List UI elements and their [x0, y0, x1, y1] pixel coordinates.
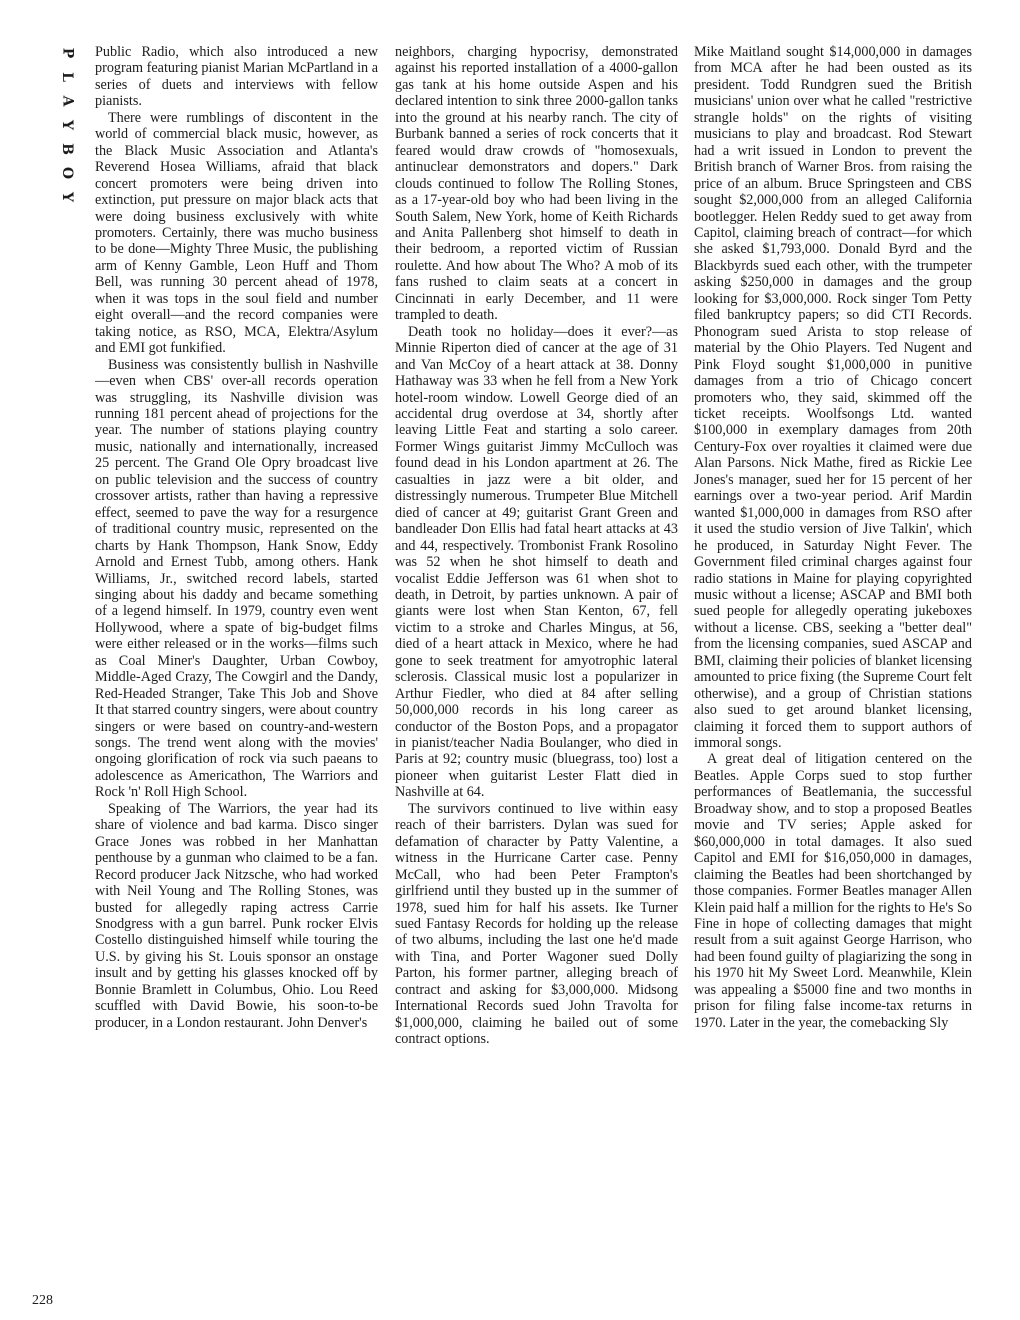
paragraph: Public Radio, which also introduced a new program featuring pianist Marian McPartland in a series of duets and interviews with fellow pianists.: [95, 44, 378, 110]
running-head-letter: L: [59, 72, 75, 82]
text-column-1: [95, 44, 378, 1290]
running-head-letter: A: [59, 95, 75, 107]
running-head: [56, 44, 78, 206]
text-column-3: [694, 44, 972, 1290]
paragraph: neighbors, charging hypocrisy, demonstrated against his reported installation of a 4000-gallon gas tank at his home outside Aspen and his declared intention to sink three 2000-gallon tanks into the ground at his nearby ranch. The city of Burbank banned a series of rock concerts that it feared would draw crowds of "homosexuals, antinuclear demonstrators and dopers." Dark clouds continued to follow The Rolling Stones, as a 17-year-old boy who had been living in the South Salem, New York, home of Keith Richards and Anita Pallenberg shot himself to death in their bedroom, a reported victim of Russian roulette. And how about The Who? A mob of its fans rushed to claim seats at a concert in Cincinnati in early December, and 11 were trampled to death.: [395, 44, 678, 324]
running-head-letter: B: [59, 143, 75, 155]
paragraph: Business was consistently bullish in Nashville—even when CBS' over-all records operation was struggling, its Nashville division was running 181 percent ahead of projections for the year. The number of stations playing country music, nationally and internationally, increased 25 percent. The Grand Ole Opry broadcast live on public television and the success of country crossover artists, rather than having a repressive effect, seemed to pave the way for a resurgence of traditional country music, represented on the charts by Hank Thompson, Hank Snow, Eddy Arnold and Ernest Tubb, among others. Hank Williams, Jr., switched record labels, started singing about his daddy and became something of a legend himself. In 1979, country even went Hollywood, where a spate of big-budget films were either released or in the works—films such as Coal Miner's Daughter, Urban Cowboy, Middle-Aged Crazy, The Cowgirl and the Dandy, Red-Headed Stranger, Take This Job and Shove It that starred country singers, were about country singers or were based on country-and-western songs. The trend went along with the movies' ongoing glorification of rock via such paeans to adolescence as Americathon, The Warriors and Rock 'n' Roll High School.: [95, 356, 378, 801]
text-column-2: [395, 44, 678, 1290]
running-head-letter: P: [59, 47, 75, 59]
running-head-letter: Y: [59, 192, 75, 202]
paragraph: A great deal of litigation centered on the Beatles. Apple Corps sued to stop further performances of Beatlemania, the successful Broadway show, and to stop a proposed Beatles movie and TV series; Apple asked for $60,000,000 in total damages. It also sued Capitol and EMI for $16,050,000 in damages, claiming the Beatles had been shortchanged by those companies. Former Beatles manager Allen Klein paid half a million for the rights to He's So Fine in hope of collecting damages that might result from a suit against George Harrison, who had been found guilty of plagiarizing the song in his 1970 hit My Sweet Lord. Meanwhile, Klein was appealing a $5000 fine and two months in prison for filing false income-tax returns in 1970. Later in the year, the comebacking Sly: [694, 751, 972, 1031]
paragraph: Mike Maitland sought $14,000,000 in damages from MCA after he had been ousted as its president. Todd Rundgren sued the British musicians' union over what he called "restrictive strangle holds" on the rights of visiting musicians to play and broadcast. Rod Stewart had a writ issued in London to prevent the British branch of Warner Bros. from raising the price of an album. Bruce Springsteen and CBS sought $2,000,000 from an alleged California bootlegger. Helen Reddy sued to get away from Capitol, claiming breach of contract—for which she asked $1,793,000. Donald Byrd and the Blackbyrds sued each other, with the trumpeter asking $250,000 in damages and the group looking for $3,000,000. Rock singer Tom Petty filed bankruptcy papers; so did CTI Records. Phonogram sued Arista to stop release of material by the Ohio Players. Ted Nugent and Pink Floyd sought $1,000,000 in punitive damages from a trio of Chicago concert promoters who, they said, skimmed off the ticket receipts. Woolfsongs Ltd. wanted $100,000 in exemplary damages from 20th Century-Fox over royalties it claimed were due Alan Parsons. Nick Mathe, fired as Rickie Lee Jones's manager, sued her for 15 percent of her earnings over a two-year period. Arif Mardin wanted $1,000,000 in damages from RSO after it used the studio version of Jive Talkin', which he produced, in Saturday Night Fever. The Government filed criminal charges against four radio stations in Maine for playing copyrighted music without a license; ASCAP and BMI both sued people for allegedly operating jukeboxes without a license. CBS, seeking a "better deal" from the licensing companies, sued ASCAP and BMI, claiming their policies of blanket licensing amounted to price fixing (the Supreme Court felt otherwise), and a group of Christian stations also sued to get around blanket licensing, claiming it forced them to support authors of immoral songs.: [694, 44, 972, 752]
paragraph: Death took no holiday—does it ever?—as Minnie Riperton died of cancer at the age of 31 and Van McCoy of a heart attack at 38. Donny Hathaway was 33 when he fell from a New York hotel-room window. Lowell George died of an accidental drug overdose at 34, shortly after leaving Little Feat and starting a solo career. Former Wings guitarist Jimmy McCulloch was found dead in his London apartment at 26. The casualties in jazz were a bit older, and distressingly numerous. Trumpeter Blue Mitchell died of cancer at 49; guitarist Grant Green and bandleader Don Ellis had fatal heart attacks at 43 and 44, respectively. Trombonist Frank Rosolino was 52 when he shot himself to death and vocalist Eddie Jefferson was 61 when shot to death, in Detroit, by parties unknown. A pair of giants were lost when Stan Kenton, 67, fell victim to a stroke and Charles Mingus, at 56, died of a heart attack in Mexico, where he had gone to seek treatment for amyotrophic lateral sclerosis. Classical music lost a popularizer in Arthur Fiedler, who died at 84 after selling 50,000,000 records in his long career as conductor of the Boston Pops, and a propagator in pianist/teacher Nadia Boulanger, who died in Paris at 92; country music (bluegrass, too) lost a pioneer when guitarist Lester Flatt died in Nashville at 64.: [395, 323, 678, 801]
paragraph: The survivors continued to live within easy reach of their barristers. Dylan was sued for defamation of character by Patty Valentine, a witness in the Hurricane Carter case. Penny McCall, who had been Peter Frampton's girlfriend until they busted up in the summer of 1978, sued him for half his assets. Ike Turner sued Fantasy Records for holding up the release of two albums, including the last one he'd made with Tina, and Porter Wagoner sued Dolly Parton, his former partner, alleging breach of contract and asking for $3,000,000. Midsong International Records sued John Travolta for $1,000,000, claiming he bailed out of some contract options.: [395, 800, 678, 1048]
paragraph: Speaking of The Warriors, the year had its share of violence and bad karma. Disco singer Grace Jones was robbed in her Manhattan penthouse by a gunman who claimed to be a fan. Record producer Jack Nitzsche, who had worked with Neil Young and The Rolling Stones, was busted for allegedly raping actress Carrie Snodgress with a gun barrel. Punk rocker Elvis Costello distinguished himself while touring the U.S. by giving his St. Louis sponsor an onstage insult and by getting his glasses knocked off by Bonnie Bramlett in Columbus, Ohio. Lou Reed scuffled with David Bowie, his soon-to-be producer, in a London restaurant. John Denver's: [95, 800, 378, 1031]
paragraph: There were rumblings of discontent in the world of commercial black music, however, as the Black Music Association and Atlanta's Reverend Hosea Williams, afraid that black concert promoters were being driven into extinction, put pressure on major black acts that were doing business exclusively with white promoters. Certainly, there was mucho business to be done—Mighty Three Music, the publishing arm of Kenny Gamble, Leon Huff and Thom Bell, was running 30 percent ahead of 1978, when it was tops in the soul field and number eight overall—and the record companies were taking notice, as RSO, MCA, Elektra/Asylum and EMI got funkified.: [95, 109, 378, 357]
running-head-letter: Y: [59, 120, 75, 130]
page-number: 228: [32, 1293, 53, 1308]
running-head-letter: O: [58, 166, 75, 180]
